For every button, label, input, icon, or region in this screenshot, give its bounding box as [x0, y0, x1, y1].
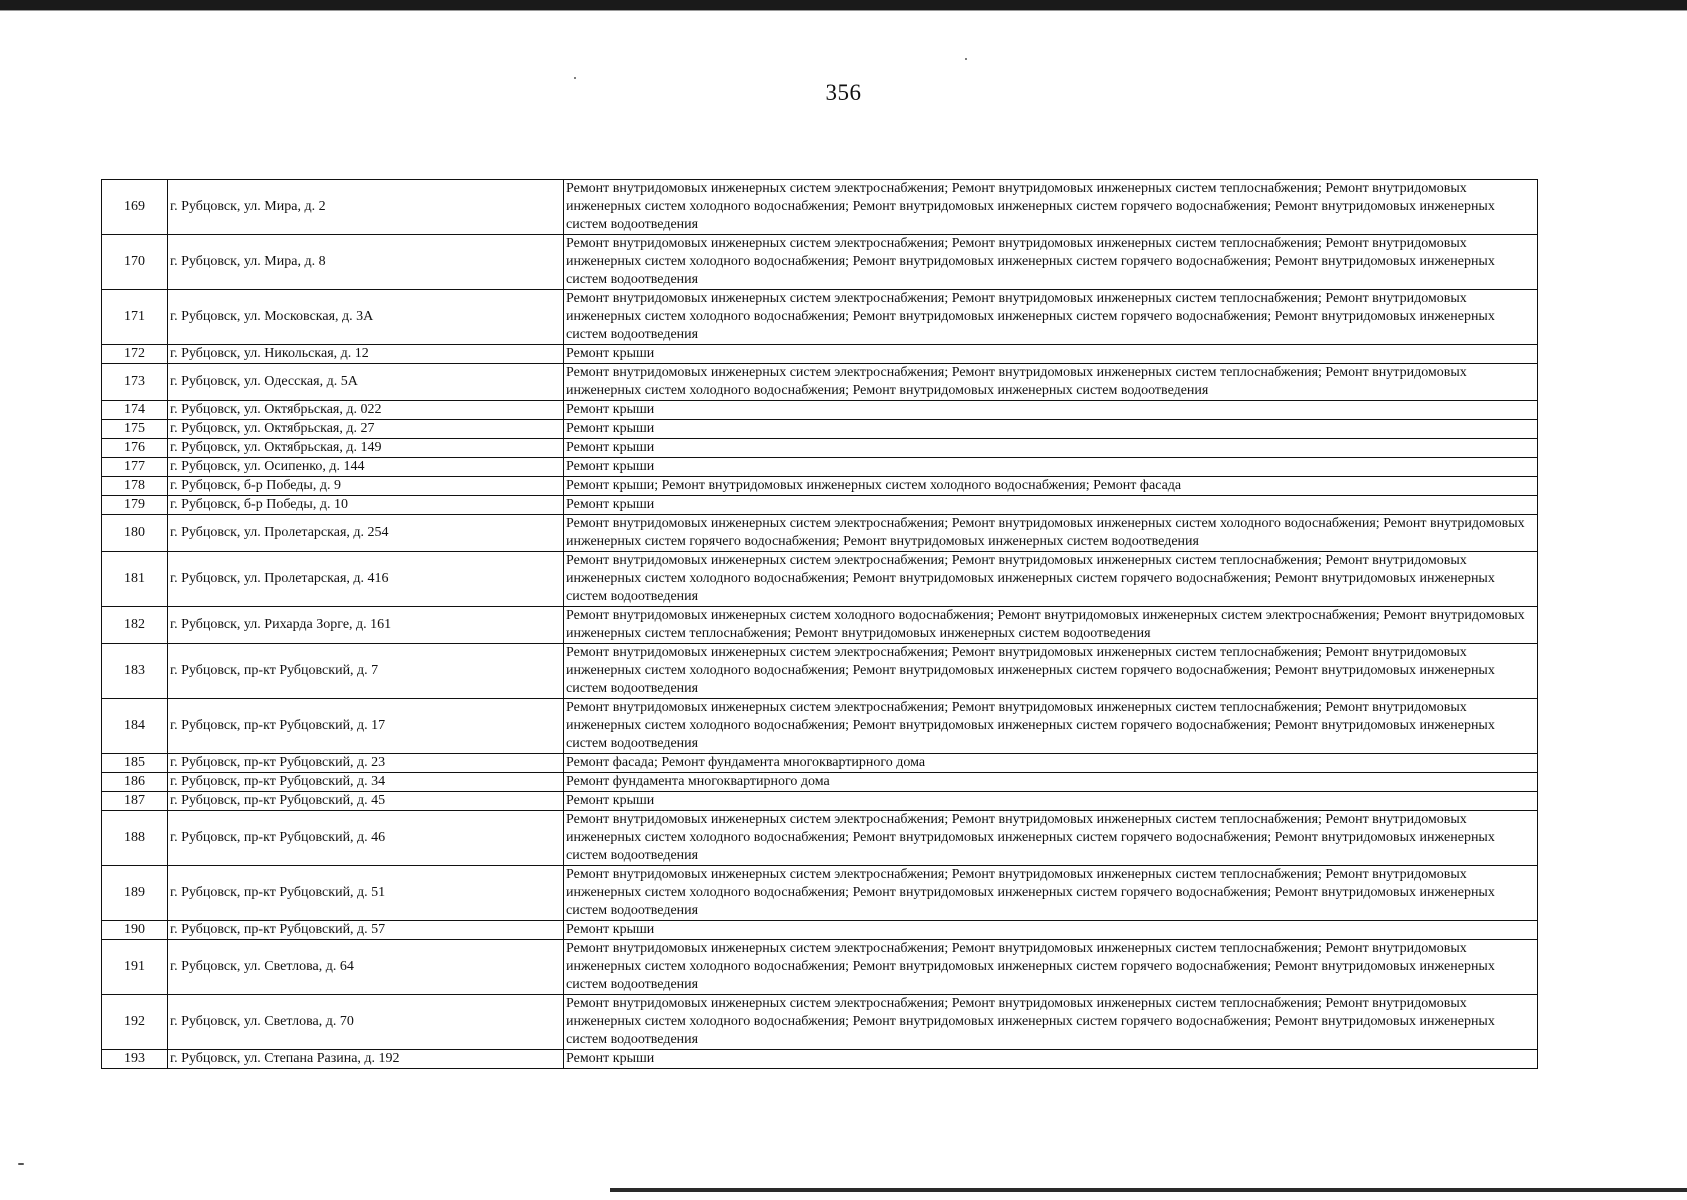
row-number: 171	[102, 290, 168, 345]
works-cell: Ремонт крыши	[564, 1050, 1538, 1069]
row-number: 188	[102, 811, 168, 866]
works-cell: Ремонт внутридомовых инженерных систем электроснабжения; Ремонт внутридомовых инженерных систем теплоснабжения; Ремонт внутридомовых инженерных систем холодного водоснабжения; Ремонт внутридомовых инженерных систем горячего водоснабжения; Ремонт внутридомовых инженерных систем водоотведения	[564, 866, 1538, 921]
row-number: 179	[102, 496, 168, 515]
works-cell: Ремонт крыши	[564, 792, 1538, 811]
address-cell: г. Рубцовск, пр-кт Рубцовский, д. 7	[168, 644, 564, 699]
address-cell: г. Рубцовск, ул. Одесская, д. 5А	[168, 364, 564, 401]
table-row	[102, 515, 1538, 552]
address-cell: г. Рубцовск, ул. Октябрьская, д. 022	[168, 401, 564, 420]
address-cell: г. Рубцовск, ул. Пролетарская, д. 254	[168, 515, 564, 552]
row-number: 191	[102, 940, 168, 995]
address-cell: г. Рубцовск, ул. Светлова, д. 70	[168, 995, 564, 1050]
works-cell: Ремонт внутридомовых инженерных систем электроснабжения; Ремонт внутридомовых инженерных систем теплоснабжения; Ремонт внутридомовых инженерных систем холодного водоснабжения; Ремонт внутридомовых инженерных систем горячего водоснабжения; Ремонт внутридомовых инженерных систем водоотведения	[564, 811, 1538, 866]
address-cell: г. Рубцовск, ул. Никольская, д. 12	[168, 345, 564, 364]
row-number: 193	[102, 1050, 168, 1069]
address-cell: г. Рубцовск, ул. Степана Разина, д. 192	[168, 1050, 564, 1069]
address-cell: г. Рубцовск, ул. Пролетарская, д. 416	[168, 552, 564, 607]
address-cell: г. Рубцовск, ул. Рихарда Зорге, д. 161	[168, 607, 564, 644]
row-number: 185	[102, 754, 168, 773]
table-row	[102, 866, 1538, 921]
address-cell: г. Рубцовск, ул. Осипенко, д. 144	[168, 458, 564, 477]
works-cell: Ремонт крыши	[564, 496, 1538, 515]
scan-bottom-border	[610, 1188, 1687, 1192]
works-cell: Ремонт внутридомовых инженерных систем электроснабжения; Ремонт внутридомовых инженерных систем теплоснабжения; Ремонт внутридомовых инженерных систем холодного водоснабжения; Ремонт внутридомовых инженерных систем горячего водоснабжения; Ремонт внутридомовых инженерных систем водоотведения	[564, 552, 1538, 607]
address-cell: г. Рубцовск, ул. Мира, д. 2	[168, 180, 564, 235]
row-number: 180	[102, 515, 168, 552]
address-cell: г. Рубцовск, пр-кт Рубцовский, д. 46	[168, 811, 564, 866]
address-cell: г. Рубцовск, ул. Октябрьская, д. 149	[168, 439, 564, 458]
address-cell: г. Рубцовск, ул. Мира, д. 8	[168, 235, 564, 290]
table-row	[102, 180, 1538, 235]
works-cell: Ремонт внутридомовых инженерных систем электроснабжения; Ремонт внутридомовых инженерных систем теплоснабжения; Ремонт внутридомовых инженерных систем холодного водоснабжения; Ремонт внутридомовых инженерных систем горячего водоснабжения; Ремонт внутридомовых инженерных систем водоотведения	[564, 235, 1538, 290]
works-cell: Ремонт фундамента многоквартирного дома	[564, 773, 1538, 792]
address-cell: г. Рубцовск, пр-кт Рубцовский, д. 57	[168, 921, 564, 940]
scan-top-border	[0, 0, 1687, 10]
table-row	[102, 235, 1538, 290]
works-cell: Ремонт фасада; Ремонт фундамента многоквартирного дома	[564, 754, 1538, 773]
scan-top-border-shadow	[0, 10, 1687, 11]
row-number: 173	[102, 364, 168, 401]
address-cell: г. Рубцовск, ул. Московская, д. 3А	[168, 290, 564, 345]
scan-speck	[574, 77, 576, 79]
address-cell: г. Рубцовск, ул. Светлова, д. 64	[168, 940, 564, 995]
works-cell: Ремонт крыши; Ремонт внутридомовых инженерных систем холодного водоснабжения; Ремонт фасада	[564, 477, 1538, 496]
table-row	[102, 995, 1538, 1050]
works-cell: Ремонт крыши	[564, 439, 1538, 458]
table-row	[102, 1050, 1538, 1069]
works-cell: Ремонт крыши	[564, 345, 1538, 364]
works-cell: Ремонт внутридомовых инженерных систем электроснабжения; Ремонт внутридомовых инженерных систем теплоснабжения; Ремонт внутридомовых инженерных систем холодного водоснабжения; Ремонт внутридомовых инженерных систем горячего водоснабжения; Ремонт внутридомовых инженерных систем водоотведения	[564, 699, 1538, 754]
scan-speck	[965, 58, 967, 60]
works-cell: Ремонт внутридомовых инженерных систем электроснабжения; Ремонт внутридомовых инженерных систем теплоснабжения; Ремонт внутридомовых инженерных систем холодного водоснабжения; Ремонт внутридомовых инженерных систем горячего водоснабжения; Ремонт внутридомовых инженерных систем водоотведения	[564, 995, 1538, 1050]
table-row	[102, 644, 1538, 699]
works-cell: Ремонт крыши	[564, 458, 1538, 477]
table-row	[102, 401, 1538, 420]
table-row	[102, 921, 1538, 940]
row-number: 177	[102, 458, 168, 477]
row-number: 189	[102, 866, 168, 921]
table-row	[102, 345, 1538, 364]
page-number: 356	[825, 80, 862, 105]
row-number: 184	[102, 699, 168, 754]
works-cell: Ремонт внутридомовых инженерных систем электроснабжения; Ремонт внутридомовых инженерных систем теплоснабжения; Ремонт внутридомовых инженерных систем холодного водоснабжения; Ремонт внутридомовых инженерных систем горячего водоснабжения; Ремонт внутридомовых инженерных систем водоотведения	[564, 644, 1538, 699]
address-cell: г. Рубцовск, пр-кт Рубцовский, д. 17	[168, 699, 564, 754]
table-row	[102, 458, 1538, 477]
works-cell: Ремонт крыши	[564, 401, 1538, 420]
table-row	[102, 496, 1538, 515]
address-cell: г. Рубцовск, пр-кт Рубцовский, д. 45	[168, 792, 564, 811]
table-row	[102, 420, 1538, 439]
table-row	[102, 940, 1538, 995]
table-row	[102, 607, 1538, 644]
address-cell: г. Рубцовск, б-р Победы, д. 9	[168, 477, 564, 496]
row-number: 181	[102, 552, 168, 607]
table-row	[102, 699, 1538, 754]
table-row	[102, 811, 1538, 866]
works-cell: Ремонт крыши	[564, 420, 1538, 439]
scan-speck	[18, 1163, 24, 1165]
row-number: 170	[102, 235, 168, 290]
table-row	[102, 552, 1538, 607]
table-row	[102, 364, 1538, 401]
works-cell: Ремонт внутридомовых инженерных систем электроснабжения; Ремонт внутридомовых инженерных систем теплоснабжения; Ремонт внутридомовых инженерных систем холодного водоснабжения; Ремонт внутридомовых инженерных систем горячего водоснабжения; Ремонт внутридомовых инженерных систем водоотведения	[564, 180, 1538, 235]
row-number: 192	[102, 995, 168, 1050]
row-number: 187	[102, 792, 168, 811]
address-cell: г. Рубцовск, пр-кт Рубцовский, д. 51	[168, 866, 564, 921]
works-cell: Ремонт внутридомовых инженерных систем холодного водоснабжения; Ремонт внутридомовых инженерных систем электроснабжения; Ремонт внутридомовых инженерных систем теплоснабжения; Ремонт внутридомовых инженерных систем водоотведения	[564, 607, 1538, 644]
works-cell: Ремонт внутридомовых инженерных систем электроснабжения; Ремонт внутридомовых инженерных систем теплоснабжения; Ремонт внутридомовых инженерных систем холодного водоснабжения; Ремонт внутридомовых инженерных систем горячего водоснабжения; Ремонт внутридомовых инженерных систем водоотведения	[564, 290, 1538, 345]
table-row	[102, 754, 1538, 773]
row-number: 169	[102, 180, 168, 235]
row-number: 186	[102, 773, 168, 792]
table-row	[102, 792, 1538, 811]
table-row	[102, 290, 1538, 345]
table-row	[102, 773, 1538, 792]
row-number: 190	[102, 921, 168, 940]
table-row	[102, 477, 1538, 496]
row-number: 178	[102, 477, 168, 496]
address-cell: г. Рубцовск, б-р Победы, д. 10	[168, 496, 564, 515]
row-number: 172	[102, 345, 168, 364]
row-number: 175	[102, 420, 168, 439]
table-row	[102, 439, 1538, 458]
address-cell: г. Рубцовск, пр-кт Рубцовский, д. 34	[168, 773, 564, 792]
works-cell: Ремонт внутридомовых инженерных систем электроснабжения; Ремонт внутридомовых инженерных систем теплоснабжения; Ремонт внутридомовых инженерных систем холодного водоснабжения; Ремонт внутридомовых инженерных систем водоотведения	[564, 364, 1538, 401]
works-cell: Ремонт внутридомовых инженерных систем электроснабжения; Ремонт внутридомовых инженерных систем холодного водоснабжения; Ремонт внутридомовых инженерных систем горячего водоснабжения; Ремонт внутридомовых инженерных систем водоотведения	[564, 515, 1538, 552]
row-number: 182	[102, 607, 168, 644]
row-number: 174	[102, 401, 168, 420]
address-cell: г. Рубцовск, ул. Октябрьская, д. 27	[168, 420, 564, 439]
address-cell: г. Рубцовск, пр-кт Рубцовский, д. 23	[168, 754, 564, 773]
works-cell: Ремонт крыши	[564, 921, 1538, 940]
works-cell: Ремонт внутридомовых инженерных систем электроснабжения; Ремонт внутридомовых инженерных систем теплоснабжения; Ремонт внутридомовых инженерных систем холодного водоснабжения; Ремонт внутридомовых инженерных систем горячего водоснабжения; Ремонт внутридомовых инженерных систем водоотведения	[564, 940, 1538, 995]
row-number: 176	[102, 439, 168, 458]
repair-works-table	[101, 179, 1538, 1069]
row-number: 183	[102, 644, 168, 699]
